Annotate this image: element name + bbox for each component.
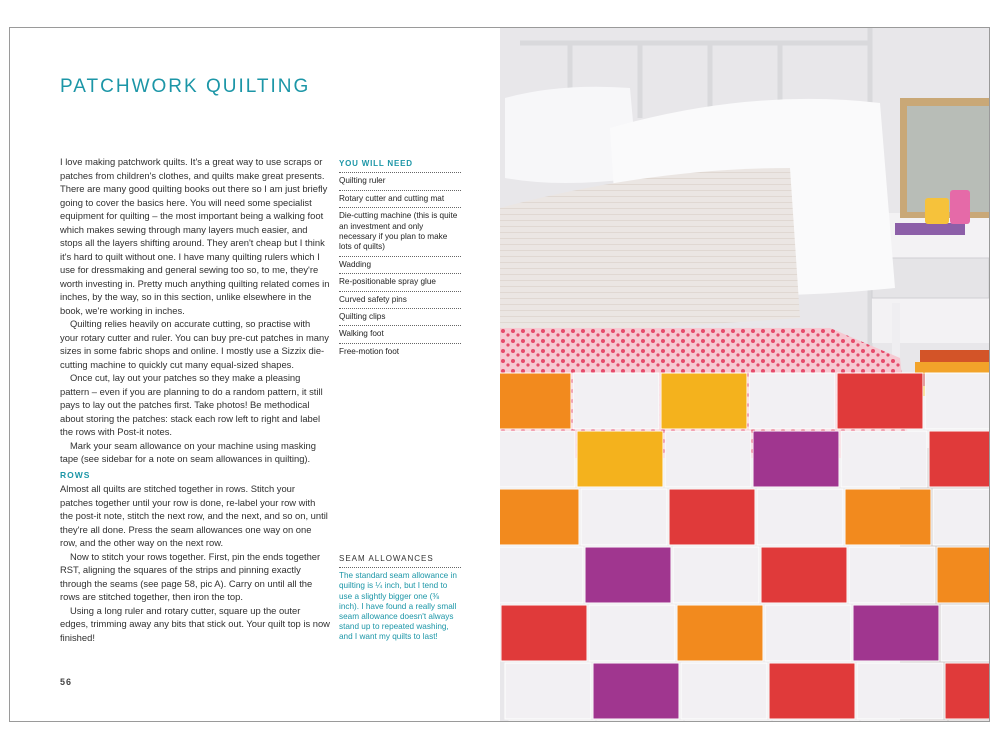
body-paragraph: Quilting relies heavily on accurate cutting, so practise with your rotary cutter and ruler. You can buy pre-cut patches in many sizes in some fabric shops and online. I mostly use a Sizzix die-cutting machine to quickly cut many equal-sized shapes.: [60, 318, 329, 370]
sidebar-heading: YOU WILL NEED: [339, 159, 461, 173]
page-number: 56: [60, 677, 73, 687]
quilt-patch: [941, 605, 989, 661]
quilt-patch: [757, 489, 843, 545]
quilt-patch: [661, 373, 747, 429]
sidebar-item: Rotary cutter and cutting mat: [339, 191, 461, 208]
sidebar-item: Quilting ruler: [339, 173, 461, 190]
quilt-patch: [841, 431, 927, 487]
body-paragraph: Once cut, lay out your patches so they make a pleasing pattern – even if you are planning to do a random pattern, it still pays to lay out the patches first. Take photos! Be methodical about storing the patches: stack each row left to right and label the rows with Post-it notes.: [60, 372, 323, 437]
seam-text: The standard seam allowance in quilting is ¼ inch, but I tend to use a slightly bigger one (⅜ inch). I have found a really small seam allowance doesn't always stand up to repeated washing, and I want my quilts to last!: [339, 571, 457, 642]
quilt-patch: [500, 431, 575, 487]
sidebar-item: Wadding: [339, 257, 461, 274]
sidebar-item: Quilting clips: [339, 309, 461, 326]
quilt-patch: [925, 373, 989, 429]
quilt-patch: [853, 605, 939, 661]
quilt-patch: [585, 547, 671, 603]
body-paragraph: I love making patchwork quilts. It's a great way to use scraps or patches from children's clothes, and quilts make great presents. There are many good quilting books out there so I am just briefly going to cover the basics here. You will need some specialist equipment for quilting – the most important being a walking foot which makes sewing through many layers much easier, and stops all the layers shifting around. They aren't cheap but I think it's hard to quilt without one. I have many quilting rulers which I use for dressmaking and general sewing too so, to me, they're worth investing in. Pretty much anything quilting related comes in inches, by the way, so in this section, unlike elsewhere in the book, we're working in inches.: [60, 156, 330, 316]
quilt-patch: [933, 489, 989, 545]
quilt-photo: [500, 28, 989, 721]
quilt-patch: [857, 663, 943, 719]
quilt-patch: [845, 489, 931, 545]
quilt-patch: [929, 431, 989, 487]
quilt-patch: [573, 373, 659, 429]
sidebar-item: Re-positionable spray glue: [339, 274, 461, 291]
page-title: PATCHWORK QUILTING: [60, 76, 311, 97]
sidebar-item: Curved safety pins: [339, 292, 461, 309]
quilt-patch: [849, 547, 935, 603]
quilt-patch: [501, 605, 587, 661]
body-paragraph: Mark your seam allowance on your machine using masking tape (see sidebar for a note on seam allowances in quilting).: [60, 439, 316, 464]
quilt-patch: [937, 547, 989, 603]
quilt-patch: [945, 663, 989, 719]
quilt-patch: [500, 489, 579, 545]
rows-heading: ROWS: [60, 469, 91, 480]
seam-allowances-sidebar: [339, 554, 461, 643]
quilt-patch: [581, 489, 667, 545]
body-text: [60, 155, 330, 644]
body-paragraph: Using a long ruler and rotary cutter, square up the outer edges, trimming away any bits that stick out. Your quilt top is now finished!: [60, 604, 330, 643]
sidebar-item: Die-cutting machine (this is quite an investment and only necessary if you plan to make lots of quilts): [339, 208, 461, 257]
quilt-patch: [500, 373, 571, 429]
quilt-photo-illustration: [500, 28, 989, 721]
quilt-patch: [769, 663, 855, 719]
quilt-patch: [593, 663, 679, 719]
seam-heading: SEAM ALLOWANCES: [339, 554, 461, 568]
quilt: [500, 373, 989, 721]
quilt-patch: [505, 663, 591, 719]
quilt-patch: [761, 547, 847, 603]
quilt-patch: [677, 605, 763, 661]
body-paragraph: Now to stitch your rows together. First, pin the ends together RST, aligning the squares of the strips and pinning exactly through the seams (see page 58, pic A). Carry on until all the rows are stitched together, then iron the top.: [60, 550, 321, 602]
sidebar-item: Free-motion foot: [339, 346, 400, 356]
body-paragraph: Almost all quilts are stitched together in rows. Stitch your patches together until your row is done, re-label your row with the post-it note, stitch the next row, and the next, and so on, until they're all done. Press the seam allowances one way on one row, and the other way on the next row.: [60, 483, 328, 548]
quilt-patch: [500, 547, 583, 603]
quilt-patch: [589, 605, 675, 661]
quilt-patch: [577, 431, 663, 487]
quilt-patch: [837, 373, 923, 429]
quilt-patch: [681, 663, 767, 719]
quilt-patch: [669, 489, 755, 545]
quilt-patch: [665, 431, 751, 487]
sidebar-item: Walking foot: [339, 326, 461, 343]
quilt-patch: [749, 373, 835, 429]
quilt-patch: [753, 431, 839, 487]
you-will-need-sidebar: [339, 159, 461, 360]
quilt-patch: [673, 547, 759, 603]
quilt-patch: [765, 605, 851, 661]
